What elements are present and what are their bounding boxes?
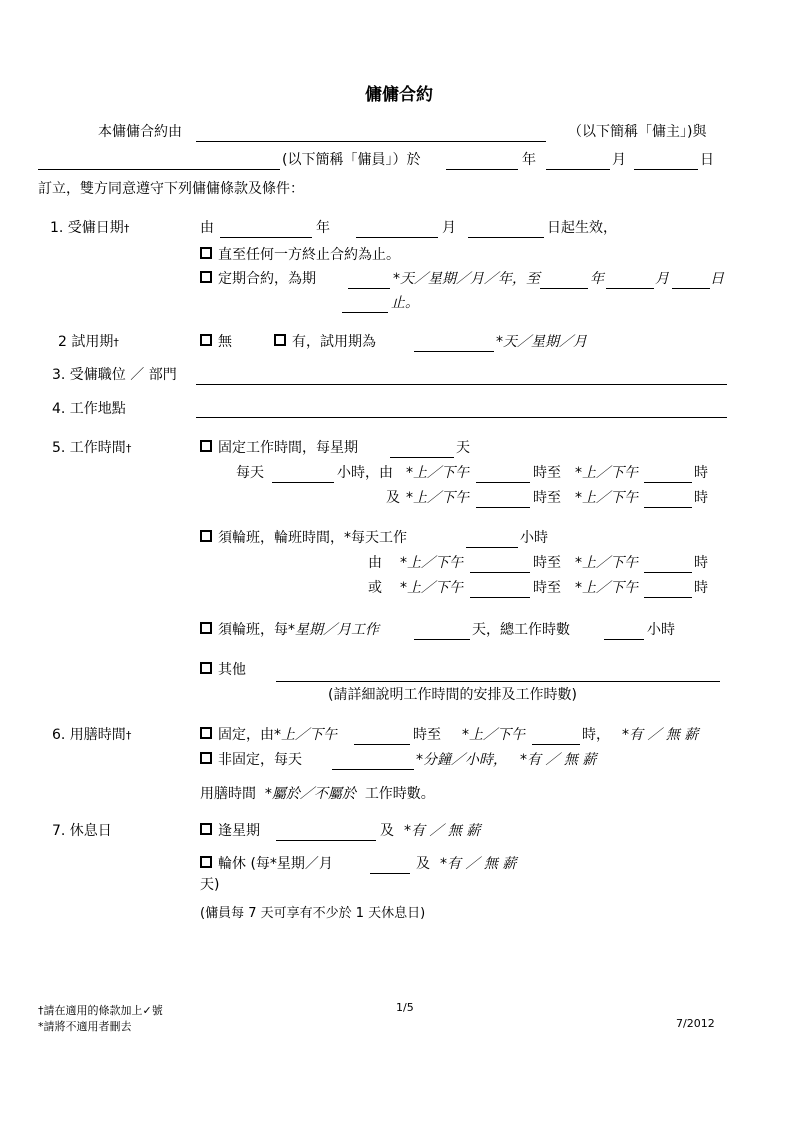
page-number: 1/5 — [396, 1001, 414, 1014]
s5-from: 由 — [368, 555, 382, 571]
s1-day2: 日 — [710, 271, 724, 287]
rest-weekday-field[interactable] — [276, 840, 376, 841]
checkbox[interactable] — [200, 271, 212, 283]
s1-month: 月 — [442, 220, 456, 236]
shift-end-field-1[interactable] — [644, 572, 692, 573]
page-title: 傭傭合約 — [365, 85, 433, 105]
s1-year: 年 — [316, 220, 330, 236]
s7-rotate-day: 天) — [200, 877, 220, 893]
meal-end-field[interactable] — [532, 744, 580, 745]
s7-option-rotate: 輪休 (每*星期／月 — [200, 855, 333, 873]
s7-paid2: *有 ／ 無 薪 — [440, 856, 517, 872]
s2-option-yes: 有，試用期為 — [274, 333, 376, 351]
form-date: 7/2012 — [676, 1017, 715, 1030]
s1-option-indefinite: 直至任何一方終止合約為止。 — [200, 246, 400, 264]
s5-to-b1: 時至 — [533, 490, 561, 506]
s7-option-weekly: 逢星期 — [200, 822, 260, 840]
intro-line1-start: 本傭傭合約由 — [98, 124, 182, 140]
employee-name-field[interactable] — [38, 169, 280, 170]
section-2-label: 2 試用期† — [58, 334, 119, 350]
s7-paid: *有 ／ 無 薪 — [404, 823, 481, 839]
footnote-tick: †請在適用的條款加上✓號 — [38, 1004, 163, 1017]
s5-hour-c: 時 — [694, 555, 708, 571]
checkbox[interactable] — [200, 856, 212, 868]
s6-hour: 時， — [582, 727, 610, 743]
term-length-field[interactable] — [348, 288, 390, 289]
end-time-field-1[interactable] — [644, 482, 692, 483]
s7-and: 及 — [380, 823, 394, 839]
end-month-field[interactable] — [606, 288, 654, 289]
s5-and: 及 — [386, 490, 400, 506]
rotate-days-field[interactable] — [370, 873, 410, 874]
s6-ampm2: *上／下午 — [462, 727, 525, 743]
s5-daily: 每天 — [236, 465, 264, 481]
s5-ampm-a1: *上／下午 — [406, 465, 469, 481]
s6-to: 時至 — [413, 727, 441, 743]
shift-days-field[interactable] — [414, 639, 470, 640]
section-3-label: 3. 受傭職位 ／ 部門 — [52, 367, 177, 383]
daily-hours-field[interactable] — [272, 482, 334, 483]
start-day-field[interactable] — [468, 237, 544, 238]
work-location-field[interactable] — [196, 417, 727, 418]
s5-ampm-d1: *上／下午 — [400, 580, 463, 596]
checkbox[interactable] — [200, 823, 212, 835]
s2-option-none: 無 — [200, 333, 232, 351]
footnote-delete: *請將不適用者刪去 — [38, 1020, 132, 1033]
s5-ampm-a2: *上／下午 — [575, 465, 638, 481]
s5-option-fixed: 固定工作時間，每星期 — [200, 439, 358, 457]
s6-paid: *有 ／ 無 薪 — [622, 727, 699, 743]
checkbox[interactable] — [200, 662, 212, 674]
s1-month2: 月 — [655, 271, 669, 287]
checkbox[interactable] — [200, 752, 212, 764]
s5-to-c1: 時至 — [533, 555, 561, 571]
start-year-field[interactable] — [220, 237, 312, 238]
s5-ampm-b1: *上／下午 — [406, 490, 469, 506]
checkbox[interactable] — [200, 727, 212, 739]
shift-start-field-1[interactable] — [470, 572, 530, 573]
s7-note: (傭員每 7 天可享有不少於 1 天休息日) — [200, 906, 426, 921]
s5-ampm-c1: *上／下午 — [400, 555, 463, 571]
intro-month: 月 — [612, 152, 626, 168]
sign-day-field[interactable] — [634, 169, 698, 170]
s5-hour-d: 時 — [694, 580, 708, 596]
employer-name-field[interactable] — [196, 141, 546, 142]
s5-ampm-d2: *上／下午 — [575, 580, 638, 596]
s5-hours-from: 小時，由 — [337, 465, 393, 481]
s1-stop: 止。 — [391, 295, 419, 311]
s6-paid2: *有 ／ 無 薪 — [520, 752, 597, 768]
s5-to-a1: 時至 — [533, 465, 561, 481]
s5-hour-b: 時 — [694, 490, 708, 506]
checkbox[interactable] — [200, 622, 212, 634]
s5-shift2-days: 天，總工作時數 — [472, 622, 570, 638]
probation-length-field[interactable] — [414, 351, 494, 352]
sign-year-field[interactable] — [446, 169, 518, 170]
shift-end-field-2[interactable] — [644, 597, 692, 598]
section-1-label: 1. 受傭日期† — [50, 220, 130, 236]
checkbox[interactable] — [200, 530, 212, 542]
s5-ampm-b2: *上／下午 — [575, 490, 638, 506]
checkbox[interactable] — [274, 334, 286, 346]
section-7-label: 7. 休息日 — [52, 823, 112, 839]
s5-shift-hours: 小時 — [520, 530, 548, 546]
intro-line3: 訂立，雙方同意遵守下列傭傭條款及條件： — [38, 181, 304, 197]
end-time-field-2[interactable] — [644, 507, 692, 508]
start-time-field-1[interactable] — [476, 482, 530, 483]
s5-option-shift: 須輪班，輪班時間，*每天工作 — [200, 529, 407, 547]
s6-per: *分鐘／小時， — [416, 752, 507, 768]
checkbox[interactable] — [200, 247, 212, 259]
s1-option-fixed-term: 定期合約，為期 — [200, 270, 316, 288]
shift-start-field-2[interactable] — [470, 597, 530, 598]
s5-hour-a: 時 — [694, 465, 708, 481]
other-hours-field[interactable] — [276, 681, 720, 682]
end-year-field[interactable] — [540, 288, 588, 289]
s2-unit: *天／星期／月 — [496, 334, 587, 350]
meal-start-field[interactable] — [354, 744, 410, 745]
start-time-field-2[interactable] — [476, 507, 530, 508]
section-6-label: 6. 用膳時間† — [52, 727, 132, 743]
section-4-label: 4. 工作地點 — [52, 401, 126, 417]
s5-option-shift2: 須輪班，每*星期／月工作 — [200, 621, 379, 639]
s5-to-d1: 時至 — [533, 580, 561, 596]
s6-option-fixed: 固定，由*上／下午 — [200, 726, 337, 744]
intro-line2-mid: (以下簡稱「傭員」）於 — [282, 152, 421, 168]
checkbox[interactable] — [200, 334, 212, 346]
s5-ampm-c2: *上／下午 — [575, 555, 638, 571]
end-day-extra-field[interactable] — [342, 312, 388, 313]
checkbox[interactable] — [200, 440, 212, 452]
s1-effective: 日起生效， — [547, 220, 617, 236]
s5-option-other: 其他 — [200, 661, 246, 679]
s7-and2: 及 — [416, 856, 430, 872]
start-month-field[interactable] — [356, 237, 438, 238]
shift-hours-field[interactable] — [466, 547, 518, 548]
section-5-label: 5. 工作時間† — [52, 440, 132, 456]
s1-from: 由 — [200, 220, 214, 236]
meal-duration-field[interactable] — [332, 769, 414, 770]
s1-year2: 年 — [590, 271, 604, 287]
sign-month-field[interactable] — [546, 169, 610, 170]
end-day-field[interactable] — [672, 288, 710, 289]
s5-day-unit: 天 — [456, 440, 470, 456]
position-field[interactable] — [196, 384, 727, 385]
s5-shift2-hours: 小時 — [647, 622, 675, 638]
days-per-week-field[interactable] — [390, 457, 454, 458]
s5-other-note: (請詳細說明工作時間的安排及工作時數) — [328, 687, 577, 703]
total-hours-field[interactable] — [604, 639, 644, 640]
intro-line1-end: （以下簡稱「傭主」)與 — [568, 124, 707, 140]
s6-option-nonfixed: 非固定，每天 — [200, 751, 302, 769]
s1-term-unit: *天／星期／月／年，至 — [393, 271, 540, 287]
intro-year: 年 — [522, 152, 536, 168]
intro-day: 日 — [700, 152, 714, 168]
s6-meal-line: 用膳時間 *屬於／不屬於 工作時數。 — [200, 786, 435, 802]
s5-or: 或 — [368, 580, 382, 596]
